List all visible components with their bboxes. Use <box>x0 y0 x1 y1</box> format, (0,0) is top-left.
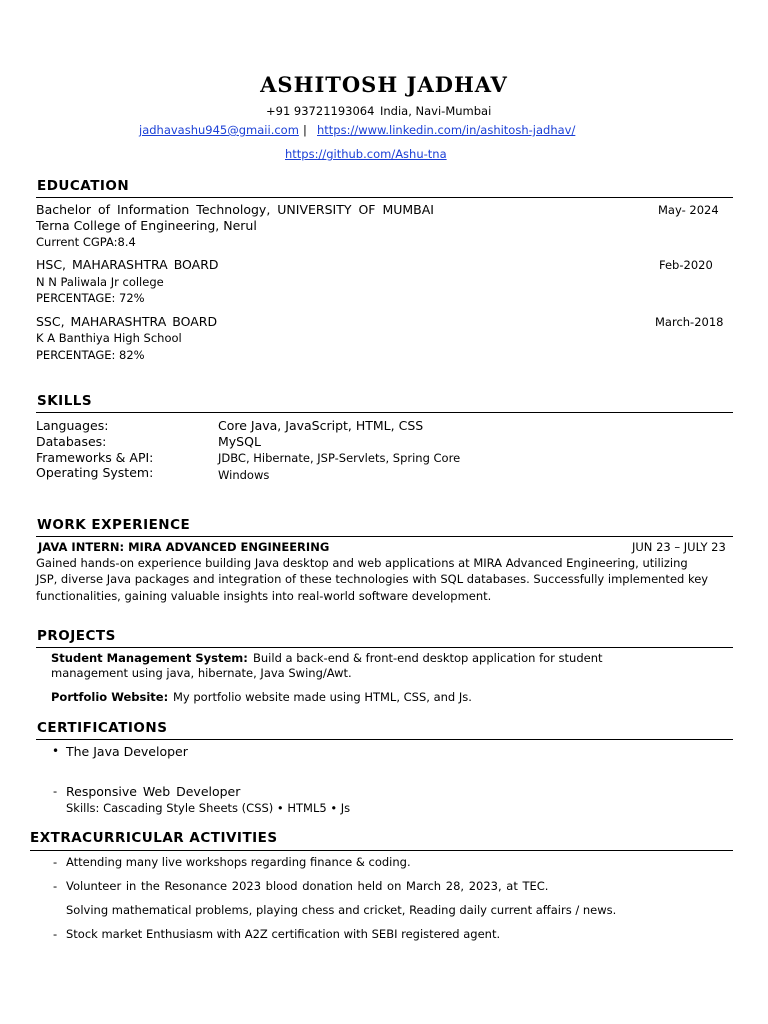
project-title: Portfolio Website: <box>51 690 169 704</box>
section-divider <box>36 536 733 537</box>
skill-value: MySQL <box>218 434 261 449</box>
section-title-certifications: CERTIFICATIONS <box>37 720 168 736</box>
project-description: Build a back-end & front-end desktop application for student <box>253 651 603 665</box>
github-link[interactable]: https://github.com/Ashu-tna <box>285 147 447 161</box>
education-score: PERCENTAGE: 82% <box>36 348 145 362</box>
bullet-icon: • <box>52 744 60 758</box>
email-link[interactable]: jadhavashu945@gmaii.com <box>139 123 299 137</box>
education-institution: N N Paliwala Jr college <box>36 275 164 289</box>
section-title-skills: SKILLS <box>37 393 93 409</box>
section-title-education: EDUCATION <box>37 178 130 194</box>
skill-label: Languages: <box>36 418 109 433</box>
job-description-line: JSP, diverse Java packages and integration of these technologies with SQL databases. Successfully implemented key <box>36 572 709 586</box>
resume-name: ASHITOSH JADHAV <box>260 72 508 97</box>
section-divider <box>36 197 733 198</box>
job-description-line: functionalities, gaining valuable insights into real-world software development. <box>36 589 492 603</box>
skill-value: JDBC, Hibernate, JSP-Servlets, Spring Core <box>218 451 461 465</box>
location: India, Navi-Mumbai <box>380 104 492 118</box>
education-institution: Terna College of Engineering, Nerul <box>36 218 257 233</box>
section-title-extracurricular: EXTRACURRICULAR ACTIVITIES <box>30 830 278 846</box>
contact-separator: | <box>303 123 307 137</box>
project-description: management using java, hibernate, Java Swing/Awt. <box>51 666 352 680</box>
dash-bullet-icon: - <box>53 855 58 869</box>
skill-label: Frameworks & API: <box>36 450 154 465</box>
skill-label: Operating System: <box>36 465 154 480</box>
dash-bullet-icon: - <box>53 879 58 893</box>
skill-label: Databases: <box>36 434 107 449</box>
dash-bullet-icon: - <box>53 927 58 941</box>
education-score: Current CGPA:8.4 <box>36 235 136 249</box>
activity-item: Volunteer in the Resonance 2023 blood donation held on March 28, 2023, at TEC. <box>66 879 549 893</box>
phone-number: +91 93721193064 <box>266 104 375 118</box>
activity-item: Attending many live workshops regarding finance & coding. <box>66 855 411 869</box>
education-date: May- 2024 <box>658 203 719 217</box>
education-institution: K A Banthiya High School <box>36 331 182 345</box>
education-degree: HSC, MAHARASHTRA BOARD <box>36 257 219 272</box>
job-description-line: Gained hands-on experience building Java desktop and web applications at MIRA Advanced Engineering, utilizing <box>36 556 688 570</box>
education-date: Feb-2020 <box>659 258 713 272</box>
section-divider <box>36 412 733 413</box>
certification-item: Responsive Web Developer <box>66 784 241 799</box>
activity-item: Solving mathematical problems, playing chess and cricket, Reading daily current affairs / news. <box>66 903 617 917</box>
certification-skills: Skills: Cascading Style Sheets (CSS) • HTML5 • Js <box>66 801 351 815</box>
job-date: JUN 23 – JULY 23 <box>632 540 726 554</box>
education-degree: Bachelor of Information Technology, UNIVERSITY OF MUMBAI <box>36 202 434 217</box>
section-divider <box>36 647 733 648</box>
certification-item: The Java Developer <box>66 744 188 759</box>
section-title-projects: PROJECTS <box>37 628 116 644</box>
project-title: Student Management System: <box>51 651 248 665</box>
linkedin-link[interactable]: https://www.linkedin.com/in/ashitosh-jadhav/ <box>317 123 576 137</box>
dash-bullet-icon: - <box>53 784 58 798</box>
section-divider <box>36 739 733 740</box>
skill-value: Core Java, JavaScript, HTML, CSS <box>218 418 424 433</box>
section-divider <box>30 850 733 851</box>
job-title: JAVA INTERN: MIRA ADVANCED ENGINEERING <box>38 540 330 554</box>
education-degree: SSC, MAHARASHTRA BOARD <box>36 314 218 329</box>
activity-item: Stock market Enthusiasm with A2Z certification with SEBI registered agent. <box>66 927 501 941</box>
education-score: PERCENTAGE: 72% <box>36 291 145 305</box>
project-description: My portfolio website made using HTML, CSS, and Js. <box>173 690 472 704</box>
skill-value: Windows <box>218 468 270 482</box>
education-date: March-2018 <box>655 315 724 329</box>
section-title-work-experience: WORK EXPERIENCE <box>37 517 191 533</box>
